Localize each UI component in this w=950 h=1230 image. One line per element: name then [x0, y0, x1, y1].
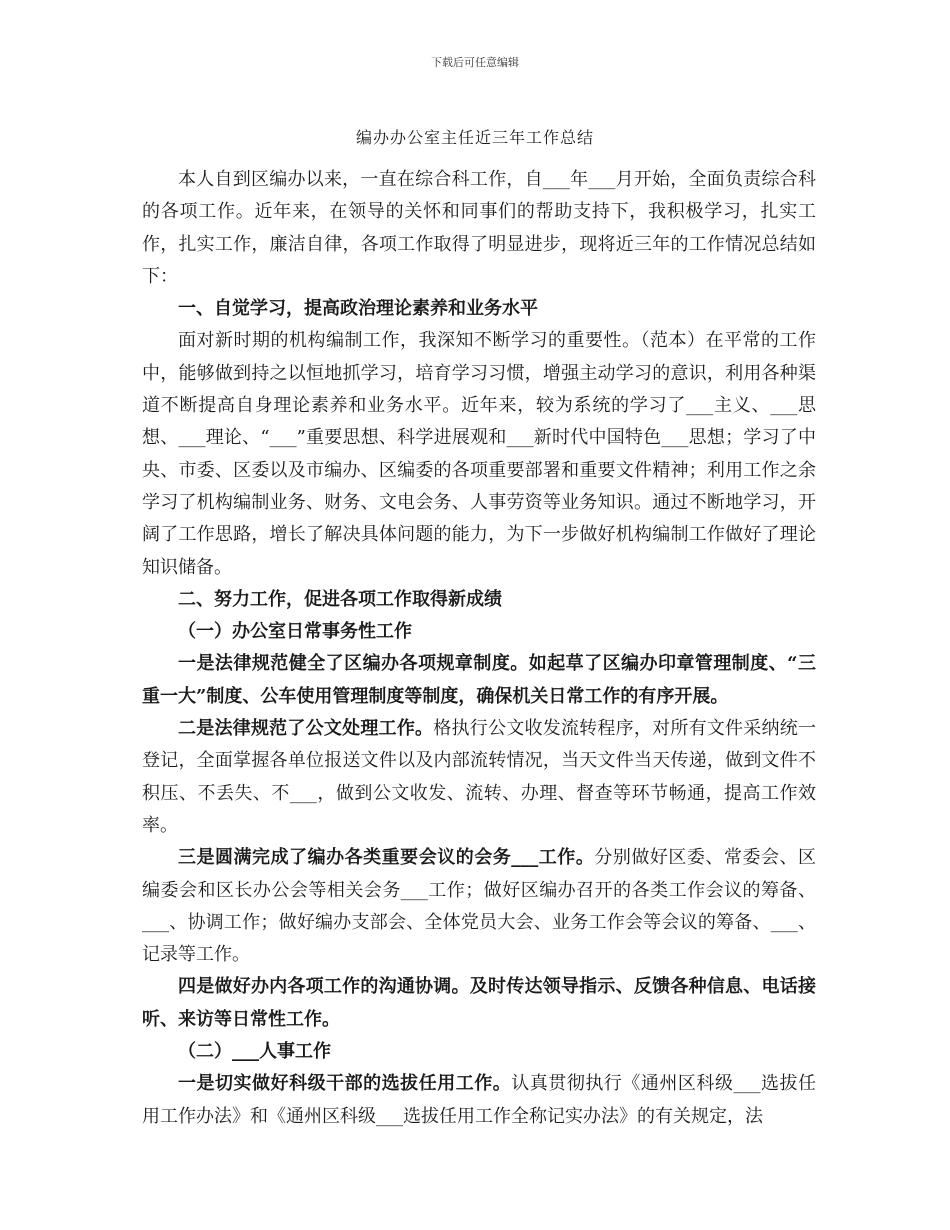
item-body-2: 格执行公文收发流转程序，对所有文件采纳统一登记，全面掌握各单位报送文件以及内部流转情况，当天文件当天传递，做到文件不积压、不丢失、不___，做到公文收发、流转、办理、督查等环节畅通，提高工作效率。	[142, 718, 817, 836]
subsection-heading-1: （一）办公室日常事务性工作	[178, 621, 412, 643]
item-paragraph-5	[142, 1068, 816, 1133]
section-heading-2: 二、努力工作，促进各项工作取得新成绩	[178, 588, 502, 610]
item-body-5: 认真贯彻执行《通州区科级___选拔任用工作办法》和《通州区科级___选拔任用工作全称记实办法》的有关规定，法	[142, 1073, 817, 1127]
document-title: 编办办公室主任近三年工作总结	[355, 128, 594, 147]
study-paragraph: 面对新时期的机构编制工作，我深知不断学习的重要性。（范本）在平常的工作中，能够做到持之以恒地抓学习，培育学习习惯，增强主动学习的意识，利用各种渠道不断提高自身理论素养和业务水平。近年来，较为系统的学习了___主义、___思想、___理论、“___”重要思想、科学进展观和___新时代中国特色___思想；学习了中央、市委、区委以及市编办、区编委的各项重要部署和重要文件精神；利用工作之余学习了机构编制业务、财务、文电会务、人事劳资等业务知识。通过不断地学习，开阔了工作思路，增长了解决具体问题的能力，为下一步做好机构编制工作做好了理论知识储备。	[142, 330, 816, 578]
intro-paragraph: 本人自到区编办以来，一直在综合科工作，自___年___月开始，全面负责综合科的各项工作。近年来，在领导的关怀和同事们的帮助支持下，我积极学习，扎实工作，扎实工作，廉洁自律，各项工作取得了明显进步，现将近三年的工作情况总结如下：	[142, 169, 816, 287]
document-body	[142, 164, 816, 1133]
item-paragraph-3	[142, 842, 816, 971]
section-heading-1: 一、自觉学习，提高政治理论素养和业务水平	[178, 298, 538, 320]
page-header-note: 下载后可任意编辑	[431, 56, 519, 69]
item-lead-5: 一是切实做好科级干部的选拔任用工作。	[178, 1073, 512, 1095]
subsection-heading-2: （二）___人事工作	[178, 1041, 331, 1063]
item-body-3: 分别做好区委、常委会、区编委会和区长办公会等相关会务___工作；做好区编办召开的各类工作会议的筹备、___、协调工作；做好编办支部会、全体党员大会、业务工作会等会议的筹备、___、记录等工作。	[142, 847, 817, 966]
item-lead-2: 二是法律规范了公文处理工作。	[178, 718, 434, 740]
item-paragraph-2	[142, 713, 816, 842]
item-lead-3: 三是圆满完成了编办各类重要会议的会务___工作。	[178, 847, 595, 869]
item-paragraph-1: 一是法律规范健全了区编办各项规章制度。如起草了区编办印章管理制度、“三重一大”制度、公车使用管理制度等制度，确保机关日常工作的有序开展。	[142, 653, 816, 707]
item-paragraph-4: 四是做好办内各项工作的沟通协调。及时传达领导指示、反馈各种信息、电话接听、来访等日常性工作。	[142, 976, 816, 1030]
